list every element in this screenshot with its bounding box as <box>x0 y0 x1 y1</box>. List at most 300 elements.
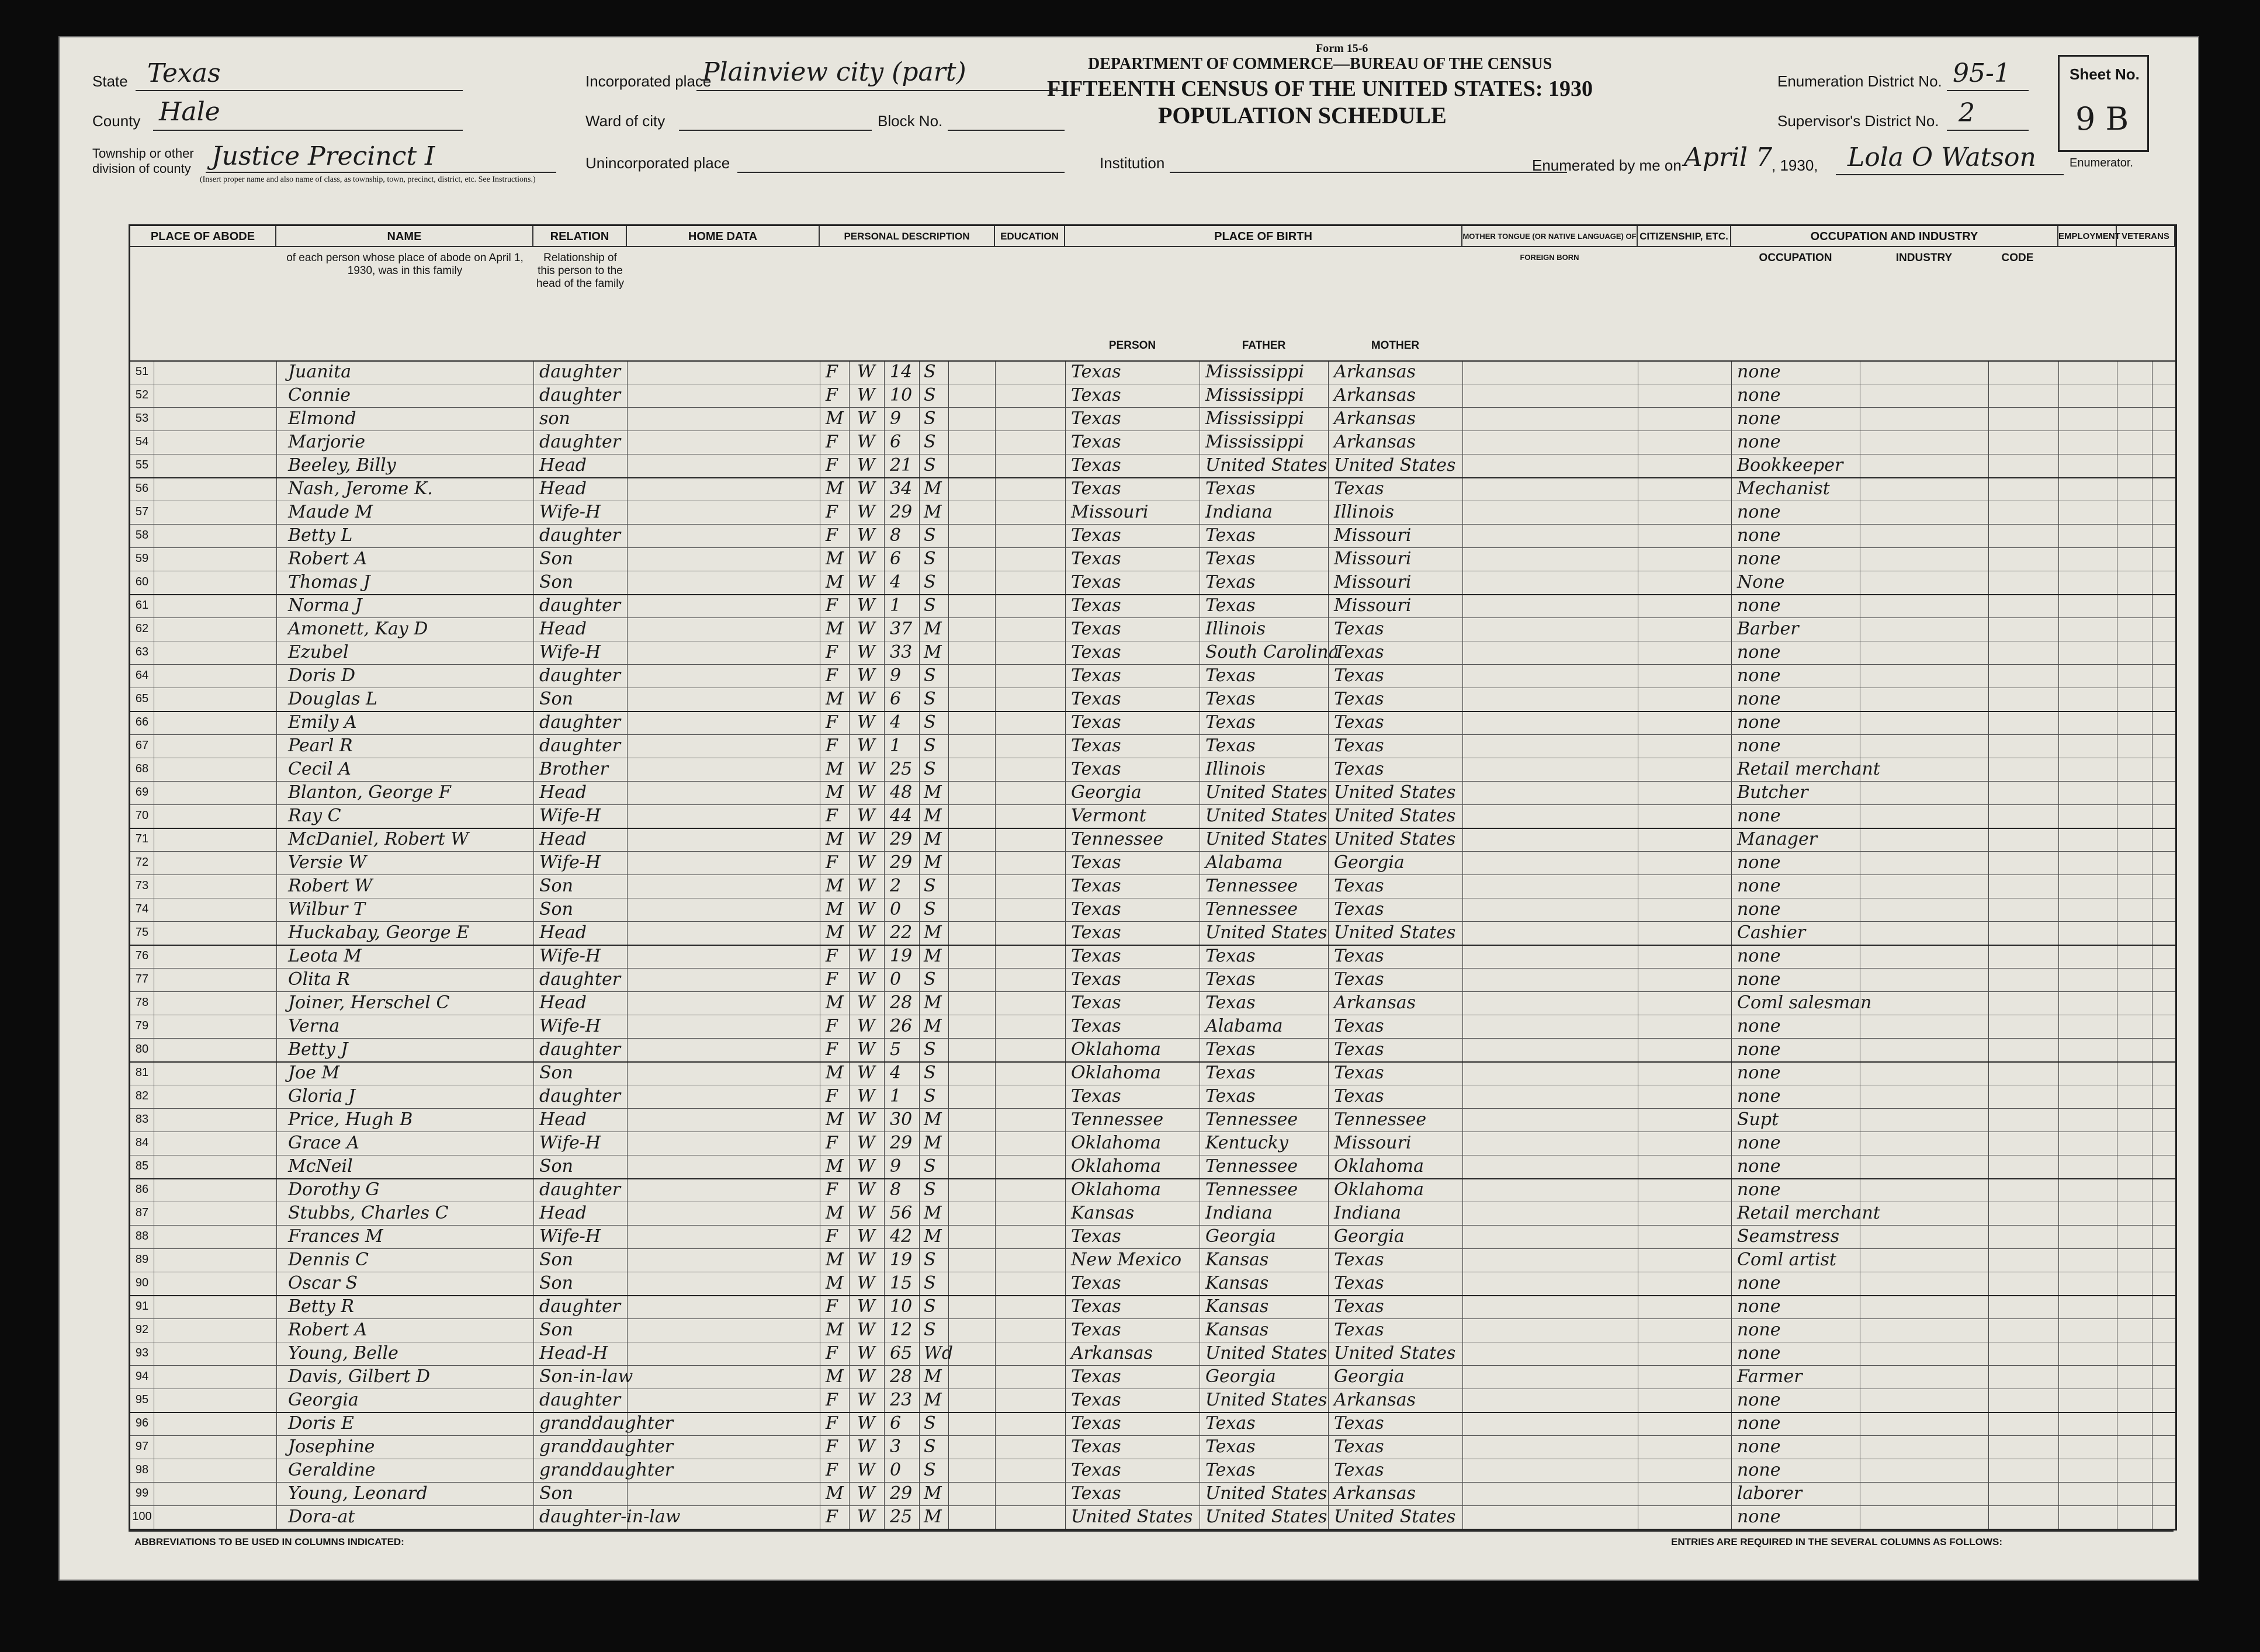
cell-mar: S <box>924 1179 936 1200</box>
schedule-title: POPULATION SCHEDULE <box>1158 102 1447 129</box>
row-line <box>130 781 2175 782</box>
cell-mother: Arkansas <box>1334 432 1416 452</box>
cell-father: Tennessee <box>1205 1109 1298 1130</box>
row-number: 100 <box>132 1510 152 1523</box>
cell-father: Mississippi <box>1205 408 1305 429</box>
cell-birth: Texas <box>1071 969 1121 990</box>
cell-rel: Wife-H <box>539 1016 601 1036</box>
cell-mother: Texas <box>1334 1016 1384 1036</box>
cell-name: Verna <box>288 1016 340 1036</box>
row-number: 73 <box>135 879 149 892</box>
cell-sex: M <box>826 782 844 803</box>
cell-age: 30 <box>890 1109 913 1130</box>
cell-sex: M <box>826 992 844 1013</box>
cell-mother: Missouri <box>1334 595 1412 616</box>
cell-rel: granddaughter <box>539 1460 674 1480</box>
cell-occ: none <box>1737 408 1781 429</box>
cell-name: Dorothy G <box>288 1179 380 1200</box>
cell-color: W <box>857 1390 875 1410</box>
cell-birth: Texas <box>1071 385 1121 405</box>
cell-occ: laborer <box>1737 1483 1803 1504</box>
cell-name: Emily A <box>288 712 357 733</box>
cell-father: Alabama <box>1205 1016 1283 1036</box>
cell-mother: Texas <box>1334 946 1384 966</box>
cell-occ: none <box>1737 1039 1781 1060</box>
cell-occ: Seamstress <box>1737 1226 1839 1247</box>
cell-name: McDaniel, Robert W <box>288 829 469 849</box>
cell-sex: F <box>826 665 838 686</box>
cell-sex: M <box>826 1366 844 1387</box>
cell-mother: Indiana <box>1334 1203 1402 1223</box>
row-line <box>130 1248 2175 1249</box>
cell-name: Oscar S <box>288 1273 358 1293</box>
cell-birth: Vermont <box>1071 806 1146 826</box>
cell-color: W <box>857 385 875 405</box>
cell-birth: Texas <box>1071 1366 1121 1387</box>
cell-occ: none <box>1737 1063 1781 1083</box>
row-number: 90 <box>135 1276 149 1289</box>
row-line <box>130 804 2175 805</box>
cell-rel: Head <box>539 1203 587 1223</box>
row-number: 78 <box>135 996 149 1009</box>
township-note: (Insert proper name and also name of class, as township, town, precinct, district, etc. See Instructions.) <box>200 175 536 184</box>
cell-rel: daughter <box>539 1390 621 1410</box>
cell-age: 28 <box>890 1366 913 1387</box>
cell-father: Texas <box>1205 1436 1256 1457</box>
cell-father: Illinois <box>1205 619 1266 639</box>
supervisor-district-label: Supervisor's District No. <box>1777 112 1939 130</box>
cell-sex: F <box>826 1179 838 1200</box>
row-number: 68 <box>135 762 149 775</box>
row-number: 92 <box>135 1323 149 1336</box>
cell-father: Indiana <box>1205 502 1273 522</box>
cell-age: 10 <box>890 1296 913 1317</box>
cell-father: Kansas <box>1205 1273 1269 1293</box>
cell-rel: Head <box>539 829 587 849</box>
cell-color: W <box>857 876 875 896</box>
cell-birth: Texas <box>1071 899 1121 919</box>
cell-sex: M <box>826 1273 844 1293</box>
cell-mother: Texas <box>1334 1320 1384 1340</box>
cell-color: W <box>857 1320 875 1340</box>
cell-mar: S <box>924 455 936 476</box>
cell-sex: F <box>826 1039 838 1060</box>
cell-color: W <box>857 899 875 919</box>
cell-father: United States <box>1205 782 1327 803</box>
cell-rel: Son <box>539 1320 573 1340</box>
cell-name: Robert A <box>288 1320 368 1340</box>
cell-occ: none <box>1737 1436 1781 1457</box>
cell-mar: M <box>924 478 942 499</box>
group-home-data: HOME DATA <box>627 226 820 247</box>
group-name: NAME <box>276 226 533 247</box>
cell-occ: none <box>1737 665 1781 686</box>
cell-color: W <box>857 1226 875 1247</box>
cell-father: Texas <box>1205 665 1256 686</box>
cell-occ: none <box>1737 595 1781 616</box>
state-value: Texas <box>147 58 221 88</box>
cell-sex: M <box>826 478 844 499</box>
cell-sex: M <box>826 619 844 639</box>
cell-sex: F <box>826 946 838 966</box>
cell-mar: M <box>924 1016 942 1036</box>
cell-name: Doris D <box>288 665 356 686</box>
cell-age: 29 <box>890 1133 913 1153</box>
row-number: 75 <box>135 926 149 939</box>
cell-mother: United States <box>1334 455 1456 476</box>
cell-color: W <box>857 1273 875 1293</box>
cell-father: Kentucky <box>1205 1133 1288 1153</box>
cell-rel: Brother <box>539 759 608 779</box>
cell-name: Robert W <box>288 876 373 896</box>
cell-father: Indiana <box>1205 1203 1273 1223</box>
cell-mother: Texas <box>1334 735 1384 756</box>
cell-birth: Texas <box>1071 1086 1121 1106</box>
cell-mar: S <box>924 385 936 405</box>
cell-color: W <box>857 922 875 943</box>
cell-mother: Texas <box>1334 1063 1384 1083</box>
row-number: 64 <box>135 669 149 682</box>
cell-mar: S <box>924 408 936 429</box>
cell-age: 26 <box>890 1016 913 1036</box>
cell-mar: S <box>924 1436 936 1457</box>
cell-father: Texas <box>1205 1039 1256 1060</box>
row-line <box>130 477 2175 478</box>
cell-sex: M <box>826 876 844 896</box>
cell-rel: Wife-H <box>539 502 601 522</box>
cell-mar: S <box>924 1320 936 1340</box>
cell-name: Ezubel <box>288 642 349 662</box>
cell-sex: M <box>826 408 844 429</box>
cell-rel: granddaughter <box>539 1413 674 1434</box>
row-line <box>130 1412 2175 1413</box>
row-line <box>130 664 2175 665</box>
cell-rel: daughter <box>539 969 621 990</box>
cell-age: 9 <box>890 1156 902 1176</box>
cell-mother: Texas <box>1334 969 1384 990</box>
cell-birth: Texas <box>1071 946 1121 966</box>
cell-rel: Son <box>539 899 573 919</box>
cell-mother: Texas <box>1334 1273 1384 1293</box>
cell-sex: M <box>826 572 844 592</box>
cell-mar: M <box>924 1507 942 1527</box>
cell-age: 8 <box>890 1179 902 1200</box>
cell-birth: Texas <box>1071 1390 1121 1410</box>
cell-occ: none <box>1737 689 1781 709</box>
cell-birth: Texas <box>1071 1320 1121 1340</box>
cell-birth: Tennessee <box>1071 829 1164 849</box>
cell-rel: daughter <box>539 665 621 686</box>
cell-mother: Texas <box>1334 1250 1384 1270</box>
cell-name: Young, Leonard <box>288 1483 428 1504</box>
cell-rel: daughter <box>539 1179 621 1200</box>
cell-father: Tennessee <box>1205 1179 1298 1200</box>
county-label: County <box>92 112 141 130</box>
cell-father: Illinois <box>1205 759 1266 779</box>
cell-color: W <box>857 619 875 639</box>
cell-age: 29 <box>890 829 913 849</box>
group-personal-description: PERSONAL DESCRIPTION <box>820 226 995 247</box>
abbreviations-title: ABBREVIATIONS TO BE USED IN COLUMNS INDICATED: <box>134 1536 404 1547</box>
ward-label: Ward of city <box>585 112 665 130</box>
cell-sex: M <box>826 1250 844 1270</box>
cell-birth: Texas <box>1071 642 1121 662</box>
cell-name: Georgia <box>288 1390 359 1410</box>
cell-name: Betty J <box>288 1039 348 1060</box>
cell-occ: none <box>1737 852 1781 873</box>
cell-age: 0 <box>890 899 902 919</box>
cell-color: W <box>857 1413 875 1434</box>
cell-occ: none <box>1737 1156 1781 1176</box>
cell-color: W <box>857 1250 875 1270</box>
cell-mother: United States <box>1334 922 1456 943</box>
colhdr-person: PERSON <box>1108 339 1156 352</box>
cell-name: Young, Belle <box>288 1343 398 1363</box>
cell-occ: none <box>1737 549 1781 569</box>
cell-sex: F <box>826 1133 838 1153</box>
cell-mother: Georgia <box>1334 852 1405 873</box>
row-number: 98 <box>135 1463 149 1476</box>
cell-color: W <box>857 852 875 873</box>
cell-birth: New Mexico <box>1071 1250 1182 1270</box>
incorporated-label: Incorporated place <box>585 72 712 90</box>
cell-sex: F <box>826 712 838 733</box>
cell-age: 42 <box>890 1226 913 1247</box>
cell-name: Betty L <box>288 525 353 546</box>
cell-birth: United States <box>1071 1507 1193 1527</box>
cell-age: 44 <box>890 806 913 826</box>
cell-mar: S <box>924 876 936 896</box>
cell-occ: none <box>1737 806 1781 826</box>
row-number: 76 <box>135 949 149 962</box>
cell-color: W <box>857 432 875 452</box>
cell-birth: Texas <box>1071 408 1121 429</box>
cell-color: W <box>857 455 875 476</box>
row-line <box>130 945 2175 946</box>
cell-mar: M <box>924 1226 942 1247</box>
cell-name: Thomas J <box>288 572 370 592</box>
cell-mar: M <box>924 992 942 1013</box>
cell-mar: S <box>924 712 936 733</box>
census-title: FIFTEENTH CENSUS OF THE UNITED STATES: 1930 <box>1047 77 1593 101</box>
cell-age: 9 <box>890 408 902 429</box>
cell-occ: Butcher <box>1737 782 1808 803</box>
cell-sex: F <box>826 1086 838 1106</box>
cell-birth: Kansas <box>1071 1203 1135 1223</box>
cell-mar: S <box>924 665 936 686</box>
cell-rel: daughter <box>539 385 621 405</box>
cell-mar: S <box>924 1413 936 1434</box>
entries-title: ENTRIES ARE REQUIRED IN THE SEVERAL COLUMNS AS FOLLOWS: <box>1671 1536 2003 1547</box>
row-number: 77 <box>135 973 149 985</box>
cell-father: Texas <box>1205 689 1256 709</box>
cell-mar: S <box>924 1086 936 1106</box>
cell-mar: S <box>924 595 936 616</box>
cell-mar: M <box>924 1109 942 1130</box>
cell-occ: Retail merchant <box>1737 759 1880 779</box>
cell-sex: M <box>826 549 844 569</box>
cell-age: 4 <box>890 572 902 592</box>
cell-rel: Son <box>539 572 573 592</box>
cell-age: 15 <box>890 1273 913 1293</box>
cell-birth: Texas <box>1071 525 1121 546</box>
row-number: 59 <box>135 552 149 565</box>
cell-birth: Tennessee <box>1071 1109 1164 1130</box>
cell-color: W <box>857 1109 875 1130</box>
row-line <box>130 711 2175 712</box>
cell-birth: Texas <box>1071 572 1121 592</box>
group-place-of-birth: PLACE OF BIRTH <box>1065 226 1462 247</box>
cell-age: 1 <box>890 735 902 756</box>
cell-rel: son <box>539 408 570 429</box>
cell-mother: Tennessee <box>1334 1109 1427 1130</box>
row-number: 72 <box>135 856 149 869</box>
cell-birth: Texas <box>1071 1460 1121 1480</box>
cell-name: Joe M <box>288 1063 340 1083</box>
cell-birth: Texas <box>1071 362 1121 382</box>
cell-birth: Georgia <box>1071 782 1142 803</box>
row-line <box>130 1225 2175 1226</box>
cell-mother: Oklahoma <box>1334 1156 1424 1176</box>
cell-name: Grace A <box>288 1133 359 1153</box>
cell-age: 34 <box>890 478 913 499</box>
cell-mother: Texas <box>1334 1086 1384 1106</box>
cell-occ: none <box>1737 385 1781 405</box>
cell-sex: F <box>826 455 838 476</box>
cell-birth: Texas <box>1071 665 1121 686</box>
state-label: State <box>92 72 128 90</box>
cell-father: United States <box>1205 829 1327 849</box>
cell-color: W <box>857 362 875 382</box>
cell-father: Texas <box>1205 595 1256 616</box>
cell-sex: M <box>826 1320 844 1340</box>
cell-mar: M <box>924 642 942 662</box>
cell-occ: none <box>1737 1273 1781 1293</box>
cell-birth: Oklahoma <box>1071 1039 1161 1060</box>
cell-occ: none <box>1737 642 1781 662</box>
cell-rel: daughter <box>539 1039 621 1060</box>
cell-birth: Texas <box>1071 759 1121 779</box>
cell-father: Tennessee <box>1205 1156 1298 1176</box>
row-number: 83 <box>135 1113 149 1126</box>
cell-birth: Texas <box>1071 1413 1121 1434</box>
cell-mother: Texas <box>1334 712 1384 733</box>
cell-occ: Coml salesman <box>1737 992 1872 1013</box>
cell-rel: Son <box>539 1063 573 1083</box>
cell-birth: Oklahoma <box>1071 1179 1161 1200</box>
row-line <box>130 851 2175 852</box>
group-employment: EMPLOYMENT <box>2058 226 2117 247</box>
colhdr-relation-desc: Relationship of this person to the head of the family <box>536 252 624 290</box>
row-line <box>130 407 2175 408</box>
cell-sex: F <box>826 1507 838 1527</box>
cell-mother: Arkansas <box>1334 992 1416 1013</box>
row-number: 93 <box>135 1346 149 1359</box>
cell-sex: F <box>826 1436 838 1457</box>
cell-age: 4 <box>890 1063 902 1083</box>
cell-rel: Wife-H <box>539 642 601 662</box>
cell-occ: none <box>1737 1320 1781 1340</box>
cell-occ: none <box>1737 712 1781 733</box>
cell-birth: Missouri <box>1071 502 1149 522</box>
cell-rel: Son <box>539 1483 573 1504</box>
cell-sex: M <box>826 922 844 943</box>
cell-age: 28 <box>890 992 913 1013</box>
cell-mother: Texas <box>1334 1296 1384 1317</box>
cell-sex: M <box>826 899 844 919</box>
cell-birth: Texas <box>1071 712 1121 733</box>
cell-name: Beeley, Billy <box>288 455 396 476</box>
cell-name: Amonett, Kay D <box>288 619 428 639</box>
cell-occ: none <box>1737 876 1781 896</box>
cell-father: Tennessee <box>1205 899 1298 919</box>
cell-name: Stubbs, Charles C <box>288 1203 449 1223</box>
cell-rel: Wife-H <box>539 1226 601 1247</box>
cell-mar: S <box>924 549 936 569</box>
cell-age: 21 <box>890 455 913 476</box>
cell-name: Frances M <box>288 1226 383 1247</box>
cell-sex: F <box>826 362 838 382</box>
cell-occ: none <box>1737 1413 1781 1434</box>
cell-age: 19 <box>890 946 913 966</box>
row-number: 62 <box>135 622 149 635</box>
cell-color: W <box>857 665 875 686</box>
enumeration-district-value: 95-1 <box>1953 58 2011 88</box>
cell-father: Texas <box>1205 478 1256 499</box>
cell-mother: Texas <box>1334 759 1384 779</box>
cell-mother: Georgia <box>1334 1226 1405 1247</box>
row-number: 84 <box>135 1136 149 1149</box>
cell-mother: Arkansas <box>1334 1483 1416 1504</box>
cell-rel: Son <box>539 1250 573 1270</box>
row-line <box>130 360 2175 362</box>
cell-color: W <box>857 1156 875 1176</box>
row-number: 51 <box>135 365 149 378</box>
cell-color: W <box>857 572 875 592</box>
cell-age: 8 <box>890 525 902 546</box>
row-number: 99 <box>135 1487 149 1500</box>
colhdr-occupation: OCCUPATION <box>1759 252 1832 264</box>
cell-birth: Texas <box>1071 689 1121 709</box>
cell-name: Geraldine <box>288 1460 376 1480</box>
row-number: 55 <box>135 459 149 471</box>
cell-birth: Texas <box>1071 549 1121 569</box>
cell-birth: Texas <box>1071 1296 1121 1317</box>
cell-color: W <box>857 1460 875 1480</box>
row-number: 86 <box>135 1183 149 1196</box>
cell-color: W <box>857 1203 875 1223</box>
cell-mother: Missouri <box>1334 572 1412 592</box>
cell-rel: Head <box>539 1109 587 1130</box>
cell-age: 29 <box>890 502 913 522</box>
cell-mar: S <box>924 1250 936 1270</box>
cell-birth: Texas <box>1071 735 1121 756</box>
row-line <box>130 1295 2175 1296</box>
cell-age: 65 <box>890 1343 913 1363</box>
cell-color: W <box>857 478 875 499</box>
cell-name: Huckabay, George E <box>288 922 469 943</box>
cell-mar: M <box>924 1133 942 1153</box>
cell-father: Kansas <box>1205 1250 1269 1270</box>
cell-father: United States <box>1205 1507 1327 1527</box>
cell-occ: Supt <box>1737 1109 1779 1130</box>
cell-mar: M <box>924 1203 942 1223</box>
cell-father: United States <box>1205 806 1327 826</box>
row-number: 79 <box>135 1019 149 1032</box>
cell-age: 5 <box>890 1039 902 1060</box>
cell-mar: S <box>924 1156 936 1176</box>
cell-color: W <box>857 1366 875 1387</box>
